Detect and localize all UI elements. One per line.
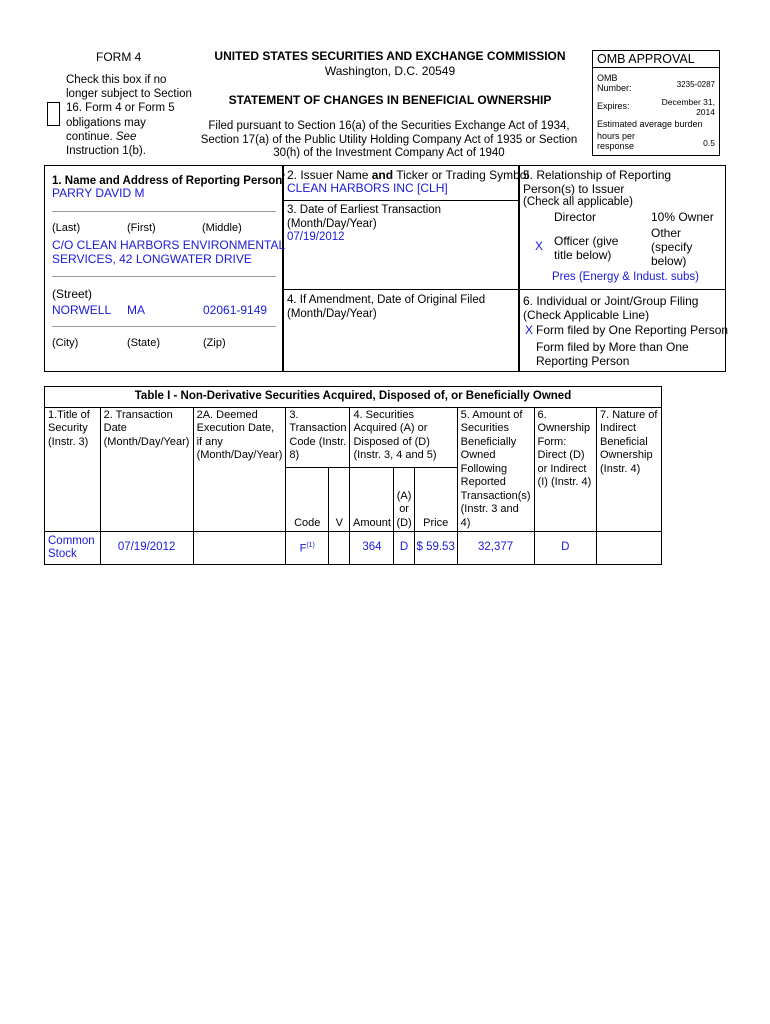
row-amount: 364 bbox=[350, 532, 394, 565]
sub-price: Price bbox=[414, 467, 457, 531]
row-price: $ 59.53 bbox=[414, 532, 457, 565]
statement-title: STATEMENT OF CHANGES IN BENEFICIAL OWNERSHIP bbox=[228, 93, 552, 107]
city-value: NORWELL bbox=[52, 303, 112, 317]
box4-title: 4. If Amendment, Date of Original Filed bbox=[287, 294, 486, 306]
col-deemed-execution: 2A. Deemed Execution Date, if any (Month/Day/Year) bbox=[193, 407, 286, 532]
expires-label: Expires: bbox=[597, 101, 630, 111]
first-label: (First) bbox=[127, 222, 156, 234]
row-v bbox=[329, 532, 350, 565]
table-row bbox=[45, 532, 662, 565]
box6-subtitle: (Check Applicable Line) bbox=[523, 308, 650, 322]
row-ownership-form: D bbox=[534, 532, 596, 565]
ten-pct-owner-option[interactable]: 10% Owner bbox=[651, 210, 714, 224]
row-deemed bbox=[193, 532, 286, 565]
state-label: (State) bbox=[127, 337, 161, 349]
expires-value: December 31, 2014 bbox=[661, 97, 715, 117]
hours-value: 0.5 bbox=[703, 138, 715, 148]
col-transaction-date: 2. Transaction Date (Month/Day/Year) bbox=[100, 407, 193, 532]
zip-value: 02061-9149 bbox=[203, 303, 268, 317]
middle-label: (Middle) bbox=[202, 222, 242, 234]
box6-title: 6. Individual or Joint/Group Filing bbox=[523, 294, 699, 308]
row-code: $F^{(1)}$ bbox=[286, 532, 329, 565]
agency-location: Washington, D.C. 20549 bbox=[324, 64, 456, 78]
col-transaction-code: 3. Transaction Code (Instr. 8) bbox=[286, 407, 350, 467]
table1-title: Table I - Non-Derivative Securities Acquired, Disposed of, or Beneficially Owned bbox=[45, 387, 662, 408]
sub-v: V bbox=[329, 467, 350, 531]
row-owned: 32,377 bbox=[457, 532, 534, 565]
checkbox-instruction-text: Check this box if no longer subject to Section 16. Form 4 or Form 5 obligations may continue. See Instruction 1(b). bbox=[66, 74, 192, 158]
box2-title: 2. Issuer Name and Ticker or Trading Symbol bbox=[287, 168, 530, 182]
row-nature bbox=[596, 532, 661, 565]
officer-option[interactable]: Officer (give title below) bbox=[554, 234, 619, 262]
box5-check-all: (Check all applicable) bbox=[523, 196, 633, 208]
row-date: 07/19/2012 bbox=[100, 532, 193, 565]
sub-a-or-d: (A) or (D) bbox=[394, 467, 414, 531]
hours-label: hours per response bbox=[597, 131, 636, 151]
col-amount-owned: 5. Amount of Securities Beneficially Owned Following Reported Transaction(s) (Instr. 3 and 4) bbox=[457, 407, 534, 532]
omb-title: OMB APPROVAL bbox=[597, 52, 695, 66]
row-a-or-d: D bbox=[394, 532, 414, 565]
zip-label: (Zip) bbox=[203, 337, 226, 349]
officer-title: Pres (Energy & Indust. subs) bbox=[552, 271, 700, 283]
director-option[interactable]: Director bbox=[554, 210, 597, 224]
row-title: Common Stock bbox=[45, 532, 101, 565]
col-securities-acquired: 4. Securities Acquired (A) or Disposed of (D) (Instr. 3, 4 and 5) bbox=[350, 407, 457, 467]
reporting-address: C/O CLEAN HARBORS ENVIRONMENTAL SERVICES, 42 LONGWATER DRIVE bbox=[52, 238, 286, 266]
box3-title: 3. Date of Earliest Transaction bbox=[287, 204, 442, 216]
last-label: (Last) bbox=[52, 222, 81, 234]
street-label: (Street) bbox=[52, 287, 93, 301]
earliest-transaction-date: 07/19/2012 bbox=[287, 231, 345, 243]
one-person-checkmark[interactable]: X bbox=[525, 323, 534, 337]
more-person-option[interactable]: Form filed by More than One Reporting Person bbox=[536, 340, 689, 368]
reporting-person-name: PARRY DAVID M bbox=[52, 186, 145, 200]
state-value: MA bbox=[127, 303, 145, 317]
col-ownership-form: 6. Ownership Form: Direct (D) or Indirect (I) (Instr. 4) bbox=[534, 407, 596, 532]
issuer-name: CLEAN HARBORS INC [CLH] bbox=[287, 181, 448, 195]
filed-pursuant-text: Filed pursuant to Section 16(a) of the Securities Exchange Act of 1934, Section 17(a) of the Public Utility Holding Company Act of 1935 or Section 30(h) of the Investment Company Act of 1940 bbox=[200, 120, 578, 159]
city-label: (City) bbox=[52, 337, 79, 349]
omb-number-value: 3235-0287 bbox=[676, 80, 715, 89]
sub-amount: Amount bbox=[350, 467, 394, 531]
box4-subtitle: (Month/Day/Year) bbox=[287, 308, 377, 320]
box3-subtitle: (Month/Day/Year) bbox=[287, 218, 377, 230]
no-longer-subject-checkbox[interactable] bbox=[47, 102, 60, 126]
table-non-derivative bbox=[44, 386, 662, 565]
officer-checkmark[interactable]: X bbox=[535, 239, 544, 253]
other-option[interactable]: Other (specify below) bbox=[651, 226, 693, 268]
col-nature-indirect: 7. Nature of Indirect Beneficial Ownership (Instr. 4) bbox=[596, 407, 661, 532]
col-title-of-security: 1.Title of Security (Instr. 3) bbox=[45, 407, 101, 532]
agency-title: UNITED STATES SECURITIES AND EXCHANGE COMMISSION bbox=[214, 49, 566, 63]
form-label: FORM 4 bbox=[96, 50, 142, 64]
box1-title: 1. Name and Address of Reporting Person* bbox=[52, 172, 286, 187]
sub-code: Code bbox=[286, 467, 329, 531]
one-person-option[interactable]: Form filed by One Reporting Person bbox=[536, 323, 729, 337]
burden-label: Estimated average burden bbox=[597, 119, 703, 129]
omb-number-label: OMB Number: bbox=[597, 73, 632, 93]
box5-title: 5. Relationship of Reporting Person(s) to Issuer bbox=[523, 168, 672, 196]
